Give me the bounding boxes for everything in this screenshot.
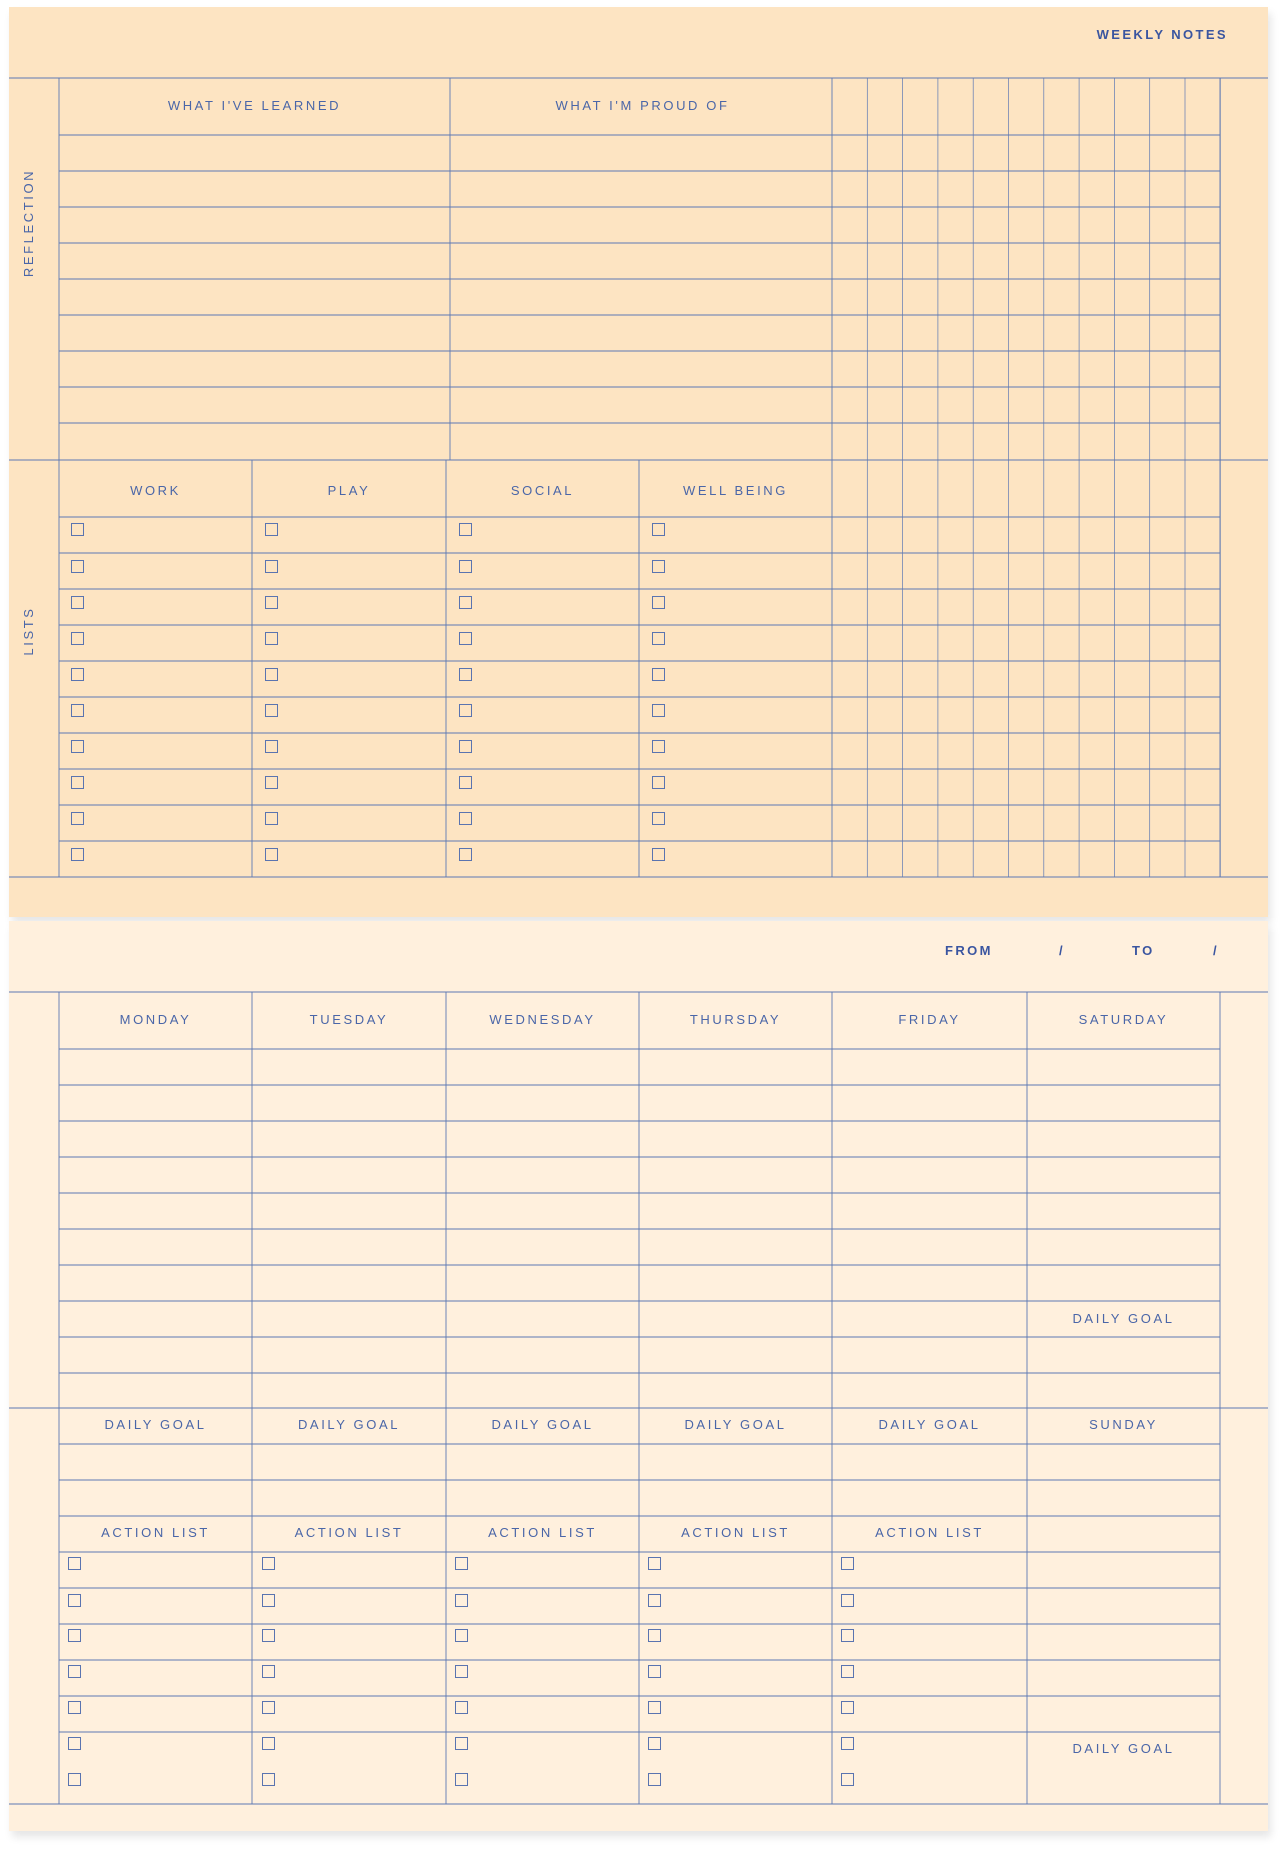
- work-checkbox[interactable]: [71, 812, 84, 825]
- day-header-monday: MONDAY: [119, 1012, 192, 1027]
- tuesday-action-checkbox[interactable]: [262, 1557, 275, 1570]
- social-checkbox[interactable]: [459, 668, 472, 681]
- social-checkbox[interactable]: [459, 740, 472, 753]
- well-being-checkbox[interactable]: [652, 668, 665, 681]
- monday-action-checkbox[interactable]: [68, 1665, 81, 1678]
- work-checkbox[interactable]: [71, 740, 84, 753]
- work-checkbox[interactable]: [71, 848, 84, 861]
- well-being-checkbox[interactable]: [652, 560, 665, 573]
- friday-action-checkbox[interactable]: [841, 1594, 854, 1607]
- wednesday-action-checkbox[interactable]: [455, 1594, 468, 1607]
- play-checkbox[interactable]: [265, 776, 278, 789]
- day-header-saturday: SATURDAY: [1078, 1012, 1169, 1027]
- social-checkbox[interactable]: [459, 776, 472, 789]
- tuesday-action-checkbox[interactable]: [262, 1629, 275, 1642]
- well-being-checkbox[interactable]: [652, 848, 665, 861]
- tuesday-action-checkbox[interactable]: [262, 1701, 275, 1714]
- day-header-friday: FRIDAY: [898, 1012, 961, 1027]
- thursday-action-checkbox[interactable]: [648, 1629, 661, 1642]
- thursday-action-checkbox[interactable]: [648, 1557, 661, 1570]
- tuesday-action-checkbox[interactable]: [262, 1773, 275, 1786]
- tuesday-action-checkbox[interactable]: [262, 1665, 275, 1678]
- play-checkbox[interactable]: [265, 704, 278, 717]
- friday-action-checkbox[interactable]: [841, 1557, 854, 1570]
- friday-action-list: ACTION LIST: [875, 1525, 984, 1540]
- social-checkbox[interactable]: [459, 560, 472, 573]
- monday-action-checkbox[interactable]: [68, 1701, 81, 1714]
- well-being-checkbox[interactable]: [652, 632, 665, 645]
- social-checkbox[interactable]: [459, 632, 472, 645]
- sunday-daily-goal: DAILY GOAL: [1072, 1741, 1175, 1756]
- play-checkbox[interactable]: [265, 596, 278, 609]
- well-being-checkbox[interactable]: [652, 740, 665, 753]
- play-checkbox[interactable]: [265, 632, 278, 645]
- thursday-action-checkbox[interactable]: [648, 1773, 661, 1786]
- monday-action-checkbox[interactable]: [68, 1629, 81, 1642]
- play-checkbox[interactable]: [265, 848, 278, 861]
- play-checkbox[interactable]: [265, 668, 278, 681]
- work-checkbox[interactable]: [71, 776, 84, 789]
- play-column-header: PLAY: [327, 483, 371, 498]
- social-checkbox[interactable]: [459, 848, 472, 861]
- friday-action-checkbox[interactable]: [841, 1773, 854, 1786]
- thursday-action-list: ACTION LIST: [681, 1525, 790, 1540]
- well-being-column-header: WELL BEING: [683, 483, 788, 498]
- thursday-action-checkbox[interactable]: [648, 1594, 661, 1607]
- thursday-action-checkbox[interactable]: [648, 1665, 661, 1678]
- thursday-action-checkbox[interactable]: [648, 1701, 661, 1714]
- work-checkbox[interactable]: [71, 704, 84, 717]
- sheet-title: WEEKLY NOTES: [1096, 27, 1228, 42]
- wednesday-action-checkbox[interactable]: [455, 1629, 468, 1642]
- learned-column-header: WHAT I'VE LEARNED: [167, 98, 342, 113]
- social-checkbox[interactable]: [459, 704, 472, 717]
- to-label: TO: [1132, 943, 1155, 958]
- work-checkbox[interactable]: [71, 632, 84, 645]
- well-being-checkbox[interactable]: [652, 704, 665, 717]
- tuesday-action-checkbox[interactable]: [262, 1594, 275, 1607]
- wednesday-daily-goal: DAILY GOAL: [491, 1417, 594, 1432]
- proud-column-header: WHAT I'M PROUD OF: [555, 98, 730, 113]
- saturday-daily-goal: DAILY GOAL: [1072, 1311, 1175, 1326]
- monday-action-checkbox[interactable]: [68, 1594, 81, 1607]
- day-header-wednesday: WEDNESDAY: [489, 1012, 596, 1027]
- well-being-checkbox[interactable]: [652, 523, 665, 536]
- day-header-thursday: THURSDAY: [689, 1012, 782, 1027]
- wednesday-action-checkbox[interactable]: [455, 1701, 468, 1714]
- monday-action-list: ACTION LIST: [101, 1525, 210, 1540]
- social-checkbox[interactable]: [459, 596, 472, 609]
- planner-grid: [9, 921, 1268, 1831]
- social-checkbox[interactable]: [459, 523, 472, 536]
- well-being-checkbox[interactable]: [652, 812, 665, 825]
- friday-action-checkbox[interactable]: [841, 1701, 854, 1714]
- work-checkbox[interactable]: [71, 596, 84, 609]
- friday-action-checkbox[interactable]: [841, 1737, 854, 1750]
- work-checkbox[interactable]: [71, 523, 84, 536]
- tuesday-action-checkbox[interactable]: [262, 1737, 275, 1750]
- reflection-side-label: REFLECTION: [21, 168, 36, 278]
- friday-action-checkbox[interactable]: [841, 1665, 854, 1678]
- well-being-checkbox[interactable]: [652, 776, 665, 789]
- weekly-planner-sheet: [9, 921, 1268, 1831]
- wednesday-action-list: ACTION LIST: [488, 1525, 597, 1540]
- to-separator: /: [1213, 943, 1220, 958]
- work-checkbox[interactable]: [71, 560, 84, 573]
- thursday-action-checkbox[interactable]: [648, 1737, 661, 1750]
- work-checkbox[interactable]: [71, 668, 84, 681]
- monday-action-checkbox[interactable]: [68, 1557, 81, 1570]
- play-checkbox[interactable]: [265, 560, 278, 573]
- weekly-notes-sheet: [9, 7, 1268, 917]
- friday-daily-goal: DAILY GOAL: [878, 1417, 981, 1432]
- wednesday-action-checkbox[interactable]: [455, 1557, 468, 1570]
- from-label: FROM: [945, 943, 993, 958]
- work-column-header: WORK: [130, 483, 181, 498]
- social-column-header: SOCIAL: [510, 483, 575, 498]
- monday-daily-goal: DAILY GOAL: [104, 1417, 207, 1432]
- tuesday-daily-goal: DAILY GOAL: [297, 1417, 401, 1432]
- tuesday-action-list: ACTION LIST: [294, 1525, 404, 1540]
- wednesday-action-checkbox[interactable]: [455, 1737, 468, 1750]
- wednesday-action-checkbox[interactable]: [455, 1773, 468, 1786]
- play-checkbox[interactable]: [265, 812, 278, 825]
- wednesday-action-checkbox[interactable]: [455, 1665, 468, 1678]
- well-being-checkbox[interactable]: [652, 596, 665, 609]
- day-header-tuesday: TUESDAY: [309, 1012, 389, 1027]
- monday-action-checkbox[interactable]: [68, 1773, 81, 1786]
- play-checkbox[interactable]: [265, 523, 278, 536]
- thursday-daily-goal: DAILY GOAL: [684, 1417, 787, 1432]
- social-checkbox[interactable]: [459, 812, 472, 825]
- play-checkbox[interactable]: [265, 740, 278, 753]
- lists-side-label: LISTS: [21, 606, 36, 656]
- monday-action-checkbox[interactable]: [68, 1737, 81, 1750]
- friday-action-checkbox[interactable]: [841, 1629, 854, 1642]
- day-header-sunday: SUNDAY: [1089, 1417, 1158, 1432]
- reflection-lists-grid: [9, 7, 1268, 917]
- from-separator: /: [1059, 943, 1066, 958]
